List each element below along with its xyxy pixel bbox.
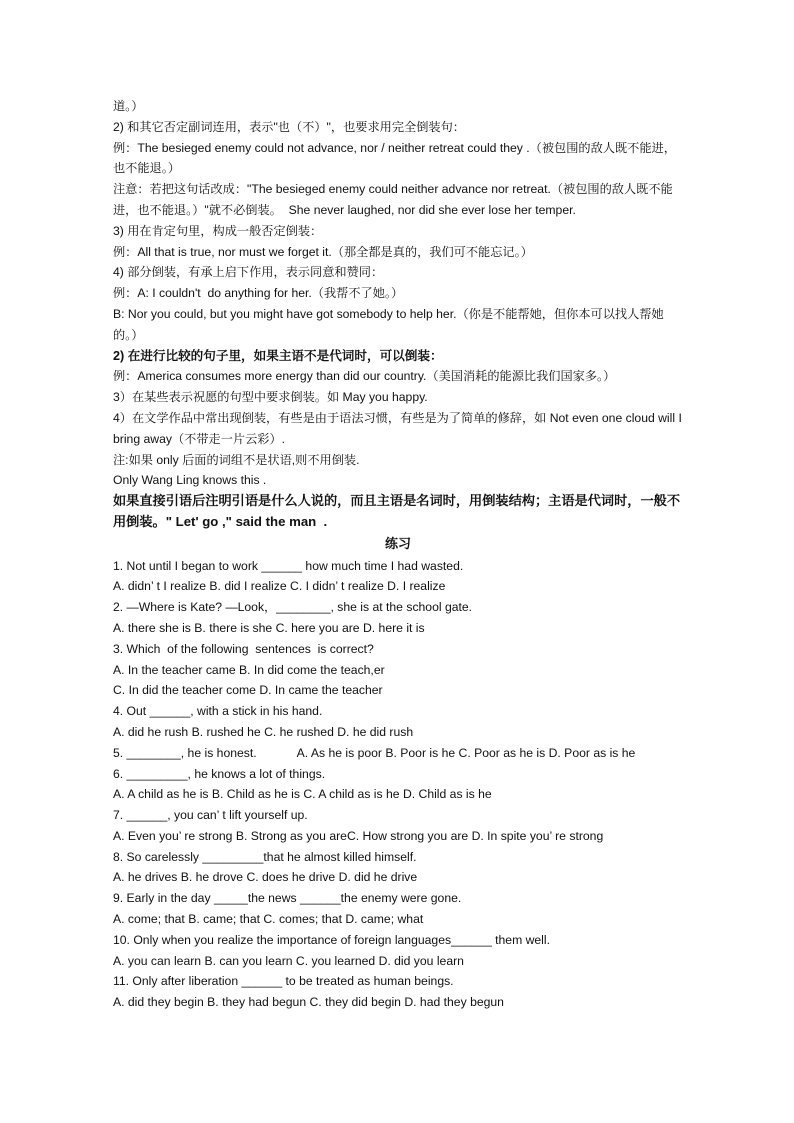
- note-line: 例：A: I couldn't do anything for her.（我帮不了她。）: [113, 286, 404, 301]
- document-page: [113, 96, 686, 1013]
- exercise-line: 5. ________, he is honest. A. As he is poor B. Poor is he C. Poor as he is D. Poor as is he: [113, 745, 636, 760]
- note-line: Only Wang Ling knows this .: [113, 473, 267, 488]
- exercise-line: 7. ______, you can’ t lift yourself up.: [113, 808, 308, 823]
- exercise-line: A. In the teacher came B. In did come the teach,er: [113, 662, 385, 677]
- note-heading: 如果直接引语后注明引语是什么人说的，而且主语是名词时，用倒装结构；主语是代词时，一般不用倒装。" Let' go ," said the man .: [113, 493, 681, 529]
- exercise-line: C. In did the teacher come D. In came the teacher: [113, 683, 383, 698]
- exercise-line: 9. Early in the day _____the news ______the enemy were gone.: [113, 891, 462, 906]
- exercise-line: A. did he rush B. rushed he C. he rushed D. he did rush: [113, 724, 414, 739]
- note-line: 4) 部分倒装，有承上启下作用，表示同意和赞同：: [113, 265, 384, 280]
- exercise-line: A. didn’ t I realize B. did I realize C. I didn’ t realize D. I realize: [113, 579, 446, 594]
- exercise-line: 2. —Where is Kate? —Look，________, she is at the school gate.: [113, 600, 473, 615]
- exercise-line: 1. Not until I began to work ______ how much time I had wasted.: [113, 558, 464, 573]
- exercise-line: 6. _________, he knows a lot of things.: [113, 766, 326, 781]
- exercise-line: A. you can learn B. can you learn C. you learned D. did you learn: [113, 953, 464, 968]
- exercise-line: 3. Which of the following sentences is correct?: [113, 641, 374, 656]
- exercise-line: A. Even you’ re strong B. Strong as you areC. How strong you are D. In spite you’ re strong: [113, 828, 604, 843]
- exercise-title: 练习: [384, 535, 411, 551]
- exercise-line: 8. So carelessly _________that he almost killed himself.: [113, 849, 417, 864]
- note-line: 3）在某些表示祝愿的句型中要求倒装。如 May you happy.: [113, 390, 428, 405]
- note-heading: 2) 在进行比较的句子里，如果主语不是代词时，可以倒装：: [113, 348, 443, 363]
- note-line: B: Nor you could, but you might have got somebody to help her.（你是不能帮她，但你本可以找人帮她的。）: [113, 306, 664, 342]
- exercise-line: 11. Only after liberation ______ to be treated as human beings.: [113, 974, 454, 989]
- note-line: 例：America consumes more energy than did our country.（美国消耗的能源比我们国家多。）: [113, 369, 616, 384]
- exercise-line: A. come; that B. came; that C. comes; that D. came; what: [113, 912, 424, 927]
- note-line: 2) 和其它否定副词连用，表示"也（不）"，也要求用完全倒装句：: [113, 119, 465, 134]
- note-line: 例：The besieged enemy could not advance, nor / neither retreat could they .（被包围的敌人既不能进，也不能退。）: [113, 140, 676, 176]
- note-line: 3) 用在肯定句里，构成一般否定倒装：: [113, 223, 323, 238]
- note-line: 4）在文学作品中常出现倒装，有些是由于语法习惯，有些是为了简单的修辞，如 Not even one cloud will I bring away（不带走一片云彩）.: [113, 410, 686, 446]
- note-line: 例：All that is true, nor must we forget it.（那全都是真的，我们可不能忘记。）: [113, 244, 533, 259]
- note-line: 注意：若把这句话改成："The besieged enemy could neither advance nor retreat.（被包围的敌人既不能进，也不能退。）"就不必倒装。 She never laughed, nor did she ever lose her temper.: [113, 182, 673, 217]
- exercise-line: A. there she is B. there is she C. here you are D. here it is: [113, 620, 425, 635]
- exercise-line: 4. Out ______, with a stick in his hand.: [113, 704, 323, 719]
- exercise-line: 10. Only when you realize the importance of foreign languages______ them well.: [113, 932, 550, 947]
- note-line: 道。）: [113, 99, 144, 113]
- exercise-list: [113, 556, 683, 1014]
- exercise-line: A. did they begin B. they had begun C. they did begin D. had they begun: [113, 995, 504, 1010]
- note-line: 注:如果 only 后面的词组不是状语,则不用倒装.: [113, 452, 360, 467]
- exercise-line: A. A child as he is B. Child as he is C. A child as is he D. Child as is he: [113, 787, 492, 802]
- exercise-line: A. he drives B. he drove C. does he drive D. did he drive: [113, 870, 418, 885]
